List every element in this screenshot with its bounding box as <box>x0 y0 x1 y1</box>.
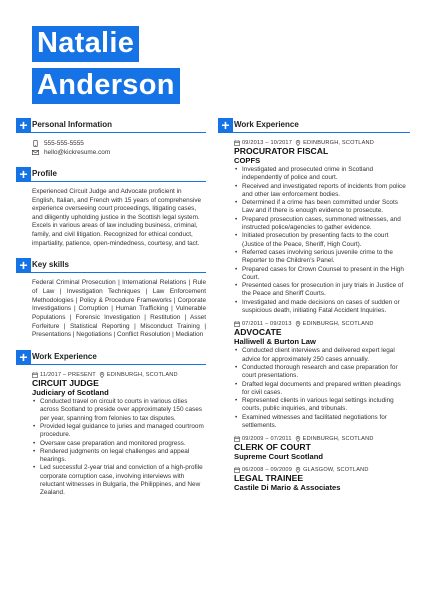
job-organization: Halliwell & Burton Law <box>234 337 316 347</box>
section-title: Key skills <box>32 260 69 270</box>
job-entry <box>218 435 410 461</box>
job-list <box>16 371 206 498</box>
duty-item: • Determined if a crime has been committed under Scots Law and if there is enough evidence to prosecute. <box>234 199 410 216</box>
job-organization: Supreme Court Scotland <box>234 452 324 462</box>
name-header <box>32 26 180 110</box>
email-address[interactable]: hello@kickresume.com <box>44 149 111 156</box>
first-name: Natalie <box>32 26 139 62</box>
duty-item: • Initiated prosecution by presenting facts to the court (Justice of the Peace, Sheriff, High Court). <box>234 232 410 249</box>
job-entry <box>218 320 410 430</box>
job-date: 11/2017 – PRESENT <box>40 372 96 379</box>
section-divider <box>31 364 206 365</box>
duty-item: • Conducted thorough research and case preparation for court presentations. <box>234 364 410 381</box>
section-header <box>218 118 410 133</box>
section-header <box>16 167 206 182</box>
job-entry <box>16 371 206 498</box>
duty-item: • Prepared cases for Crown Counsel to present in the High Court. <box>234 266 410 283</box>
duty-list <box>234 166 410 315</box>
plus-icon: + <box>16 350 31 365</box>
section-title: Work Experience <box>32 352 97 362</box>
job-date: 06/2008 – 09/2009 <box>242 467 293 474</box>
job-entry <box>218 139 410 315</box>
job-title: ADVOCATE <box>234 327 282 338</box>
plus-icon: + <box>16 167 31 182</box>
duty-item: • Presented cases for prosecution in jury trials in Justice of the Peace and Sheriff Courts. <box>234 282 410 299</box>
job-date: 09/2013 – 10/2017 <box>242 140 293 146</box>
right-column <box>218 118 410 498</box>
work-experience-section-right <box>218 118 410 492</box>
plus-icon: + <box>218 118 233 133</box>
duty-item: • Conducted travel on circuit to courts in various cities across Scotland to preside over approximately 150 cases per year, spanning from felonies to tax disputes. <box>32 398 206 423</box>
duty-item: • Prepared prosecution cases, summoned witnesses, and instructed police/agencies to gather evidence. <box>234 216 410 233</box>
skills-text: Federal Criminal Prosecution | International Relations | Rule of Law | Investigation Techniques | Law Enforcement Methodologies | Policy & Procedure Frameworks | Corporate Investigations | Corruption | Human Trafficking | Vulnerable Populations | Forensic Investigation | Restitution | Asset Forfeiture | Statistical Reporting | Misconduct Training | Presentations | Negotiations | Conflict Resolution | Mediation <box>32 279 206 339</box>
duty-item: • Investigated and made decisions on cases of sudden or suspicious death, initiating Fatal Accident Inquiries. <box>234 299 410 316</box>
phone-number: 555-555-5555 <box>44 140 84 147</box>
duty-item: • Received and investigated reports of incidents from police and other law enforcement bodies. <box>234 183 410 200</box>
job-entry <box>218 466 410 492</box>
section-divider <box>31 272 206 273</box>
job-organization: Judiciary of Scotland <box>32 388 109 398</box>
section-divider <box>31 132 206 133</box>
phone-row <box>16 139 206 148</box>
job-location: EDINBURGH, SCOTLAND <box>303 140 374 146</box>
duty-item: • Drafted legal documents and prepared written pleadings for civil cases. <box>234 381 410 398</box>
duty-item: • Examined witnesses and facilitated negotiations for settlements. <box>234 414 410 431</box>
duty-item: • Oversaw case preparation and monitored progress. <box>32 440 206 448</box>
job-title: PROCURATOR FISCAL <box>234 146 329 156</box>
job-location: GLASGOW, SCOTLAND <box>303 467 369 474</box>
job-organization: Castile Di Mario & Associates <box>234 483 341 493</box>
job-location: EDINBURGH, SCOTLAND <box>302 321 374 328</box>
section-header <box>16 118 206 133</box>
job-location: EDINBURGH, SCOTLAND <box>106 372 178 379</box>
job-organization: COPFS <box>234 156 261 165</box>
duty-item: • Conducted client interviews and delivered expert legal advice for approximately 250 cases annually. <box>234 347 410 364</box>
duty-item: • Led successful 2-year trial and conviction of a high-profile corporate corruption case, involving interviews with reluctant witnesses in Bulgaria, the Philippines, and New Zealand. <box>32 464 206 497</box>
job-list <box>218 139 410 492</box>
section-header <box>16 258 206 273</box>
job-location: EDINBURGH, SCOTLAND <box>302 436 374 443</box>
phone-icon <box>32 140 39 147</box>
location-pin-icon <box>295 321 301 327</box>
job-title: LEGAL TRAINEE <box>234 473 304 484</box>
skills-section <box>16 258 206 340</box>
job-title: CIRCUIT JUDGE <box>32 378 99 389</box>
plus-icon: + <box>16 258 31 273</box>
section-title: Work Experience <box>234 120 299 129</box>
section-title: Personal Information <box>32 120 113 129</box>
work-experience-section-left <box>16 350 206 498</box>
last-name: Anderson <box>32 68 180 104</box>
duty-item: • Provided legal guidance to juries and managed courtroom procedure. <box>32 423 206 440</box>
profile-text: Experienced Circuit Judge and Advocate proficient in English, Italian, and French with 15 years of comprehensive experience overseeing court proceedings, litigating cases, and diligently upholding justice in the Scottish legal system. Excels in various areas of law including business, criminal, family, and civil litigation. Recognized for ethical conduct, impartiality, patience, open-mindedness, courtesy, and tact. <box>32 188 202 247</box>
duty-item: • Referred cases involving serious juvenile crime to the Reporter to the Children's Panel. <box>234 249 410 266</box>
job-date: 09/2009 – 07/2011 <box>242 436 292 443</box>
job-date: 07/2011 – 09/2013 <box>242 321 292 328</box>
duty-item: • Investigated and prosecuted crime in Scotland independently of police and court. <box>234 166 410 183</box>
section-title: Profile <box>32 169 57 178</box>
duty-item: • Represented clients in various legal settings including courts, public inquiries, and tribunals. <box>234 397 410 414</box>
location-pin-icon <box>99 372 105 378</box>
section-header <box>16 350 206 365</box>
left-column <box>16 118 206 504</box>
duty-list <box>234 347 410 430</box>
email-row <box>16 148 206 157</box>
personal-info-section <box>16 118 206 157</box>
section-divider <box>233 132 410 133</box>
profile-section <box>16 167 206 248</box>
duty-list <box>32 398 206 498</box>
job-title: CLERK OF COURT <box>234 442 311 453</box>
plus-icon: + <box>16 118 31 133</box>
envelope-icon <box>32 149 39 156</box>
section-divider <box>31 181 206 182</box>
duty-item: • Rendered judgments on legal challenges and appeal hearings. <box>32 448 206 465</box>
